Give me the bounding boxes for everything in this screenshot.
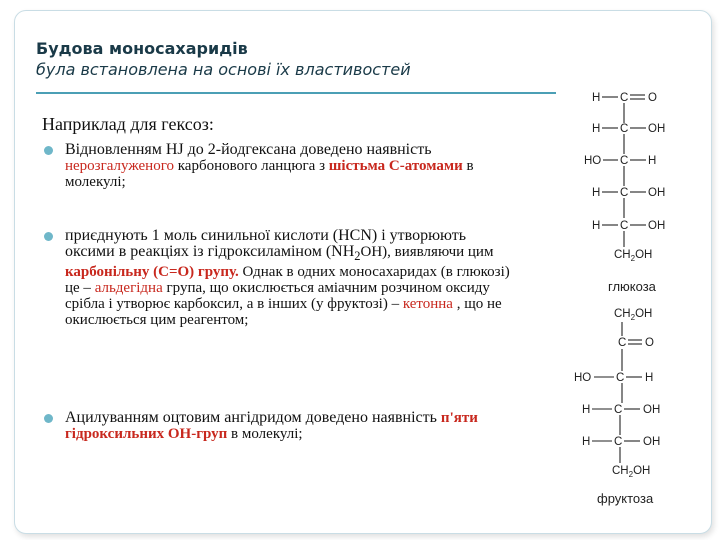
b1-text-2: карбонового ланцюга з [173, 158, 329, 174]
glucose-atom: H [592, 220, 601, 232]
intro-text: Наприклад для гексоз: [42, 114, 214, 134]
title-line-1: Будова моносахаридів [36, 39, 248, 58]
glucose-atom: C [620, 123, 629, 135]
b3-text-2: в молекулі; [227, 426, 303, 442]
b1-text-1: Відновленням HJ до 2-йодгексана доведено наявність [65, 141, 432, 158]
fructose-atom: C [616, 372, 625, 384]
fructose-atom: C [614, 436, 623, 448]
glucose-ch2oh: $CH_2OH$ [614, 249, 653, 263]
glucose-atom: H [592, 187, 601, 199]
fructose-formula [574, 308, 660, 506]
b1-red-2: шістьма С-атомами [328, 158, 463, 174]
glucose-atom: HO [584, 155, 602, 167]
fructose-caption: фруктоза [597, 491, 654, 506]
fructose-atom: OH [643, 404, 661, 416]
fructose-ch2oh-top: $CH_2OH$ [614, 308, 653, 322]
glucose-formula [584, 92, 665, 294]
fructose-atom: H [582, 404, 591, 416]
fructose-atom: C [614, 404, 623, 416]
glucose-atom: C [620, 220, 629, 232]
glucose-atom: OH [648, 187, 666, 199]
fructose-atom: H [582, 436, 591, 448]
glucose-atom: C [620, 155, 629, 167]
b2-sub: 2 [354, 249, 361, 263]
b2-text-1: приєднують 1 моль синильної кислоти (HCN) і утворюють оксими в реакціях із гідроксиламіном (NH [65, 227, 467, 260]
b2-red-1: карбонільну (С=О) групу. [65, 264, 239, 280]
glucose-atom: OH [648, 123, 666, 135]
glucose-atom: OH [648, 220, 666, 232]
b3-red-1: п'яти гідроксильних ОН-груп [65, 410, 478, 442]
fructose-atom: O [645, 337, 654, 349]
b2-text-5: , що не окислюється цим реагентом; [65, 296, 502, 328]
b2-text-3: Однак в одних моносахаридах (в глюкозі) це – [65, 264, 510, 296]
b1-red-1: нерозгалуженого [65, 158, 174, 174]
title-line-2: була встановлена на основі їх властивостей [36, 60, 411, 79]
glucose-caption: глюкоза [608, 279, 656, 294]
fructose-atom: C [618, 337, 627, 349]
b2-red-3: кетонна [402, 296, 453, 312]
b3-text-1: Ацилуванням оцтовим ангідридом доведено наявність [65, 409, 441, 426]
glucose-atom: H [592, 123, 601, 135]
fructose-atom: OH [643, 436, 661, 448]
b2-red-2: альдегідна [94, 280, 163, 296]
glucose-atom: H [592, 92, 601, 104]
fructose-atom: H [645, 372, 654, 384]
b1-text-3: в молекулі; [65, 158, 474, 190]
glucose-atom: C [620, 187, 629, 199]
b2-text-2: OH), виявляючи цим [360, 244, 494, 260]
glucose-atom: C [620, 92, 629, 104]
fructose-ch2oh-bottom: $CH_2OH$ [612, 465, 651, 479]
b2-text-4: група, що окислюється аміачним розчином оксиду срібла і утворює карбоксил, а в інших (у фруктозі) – [65, 280, 490, 312]
glucose-atom: O [648, 92, 657, 104]
fructose-atom: HO [574, 372, 592, 384]
glucose-atom: H [648, 155, 657, 167]
